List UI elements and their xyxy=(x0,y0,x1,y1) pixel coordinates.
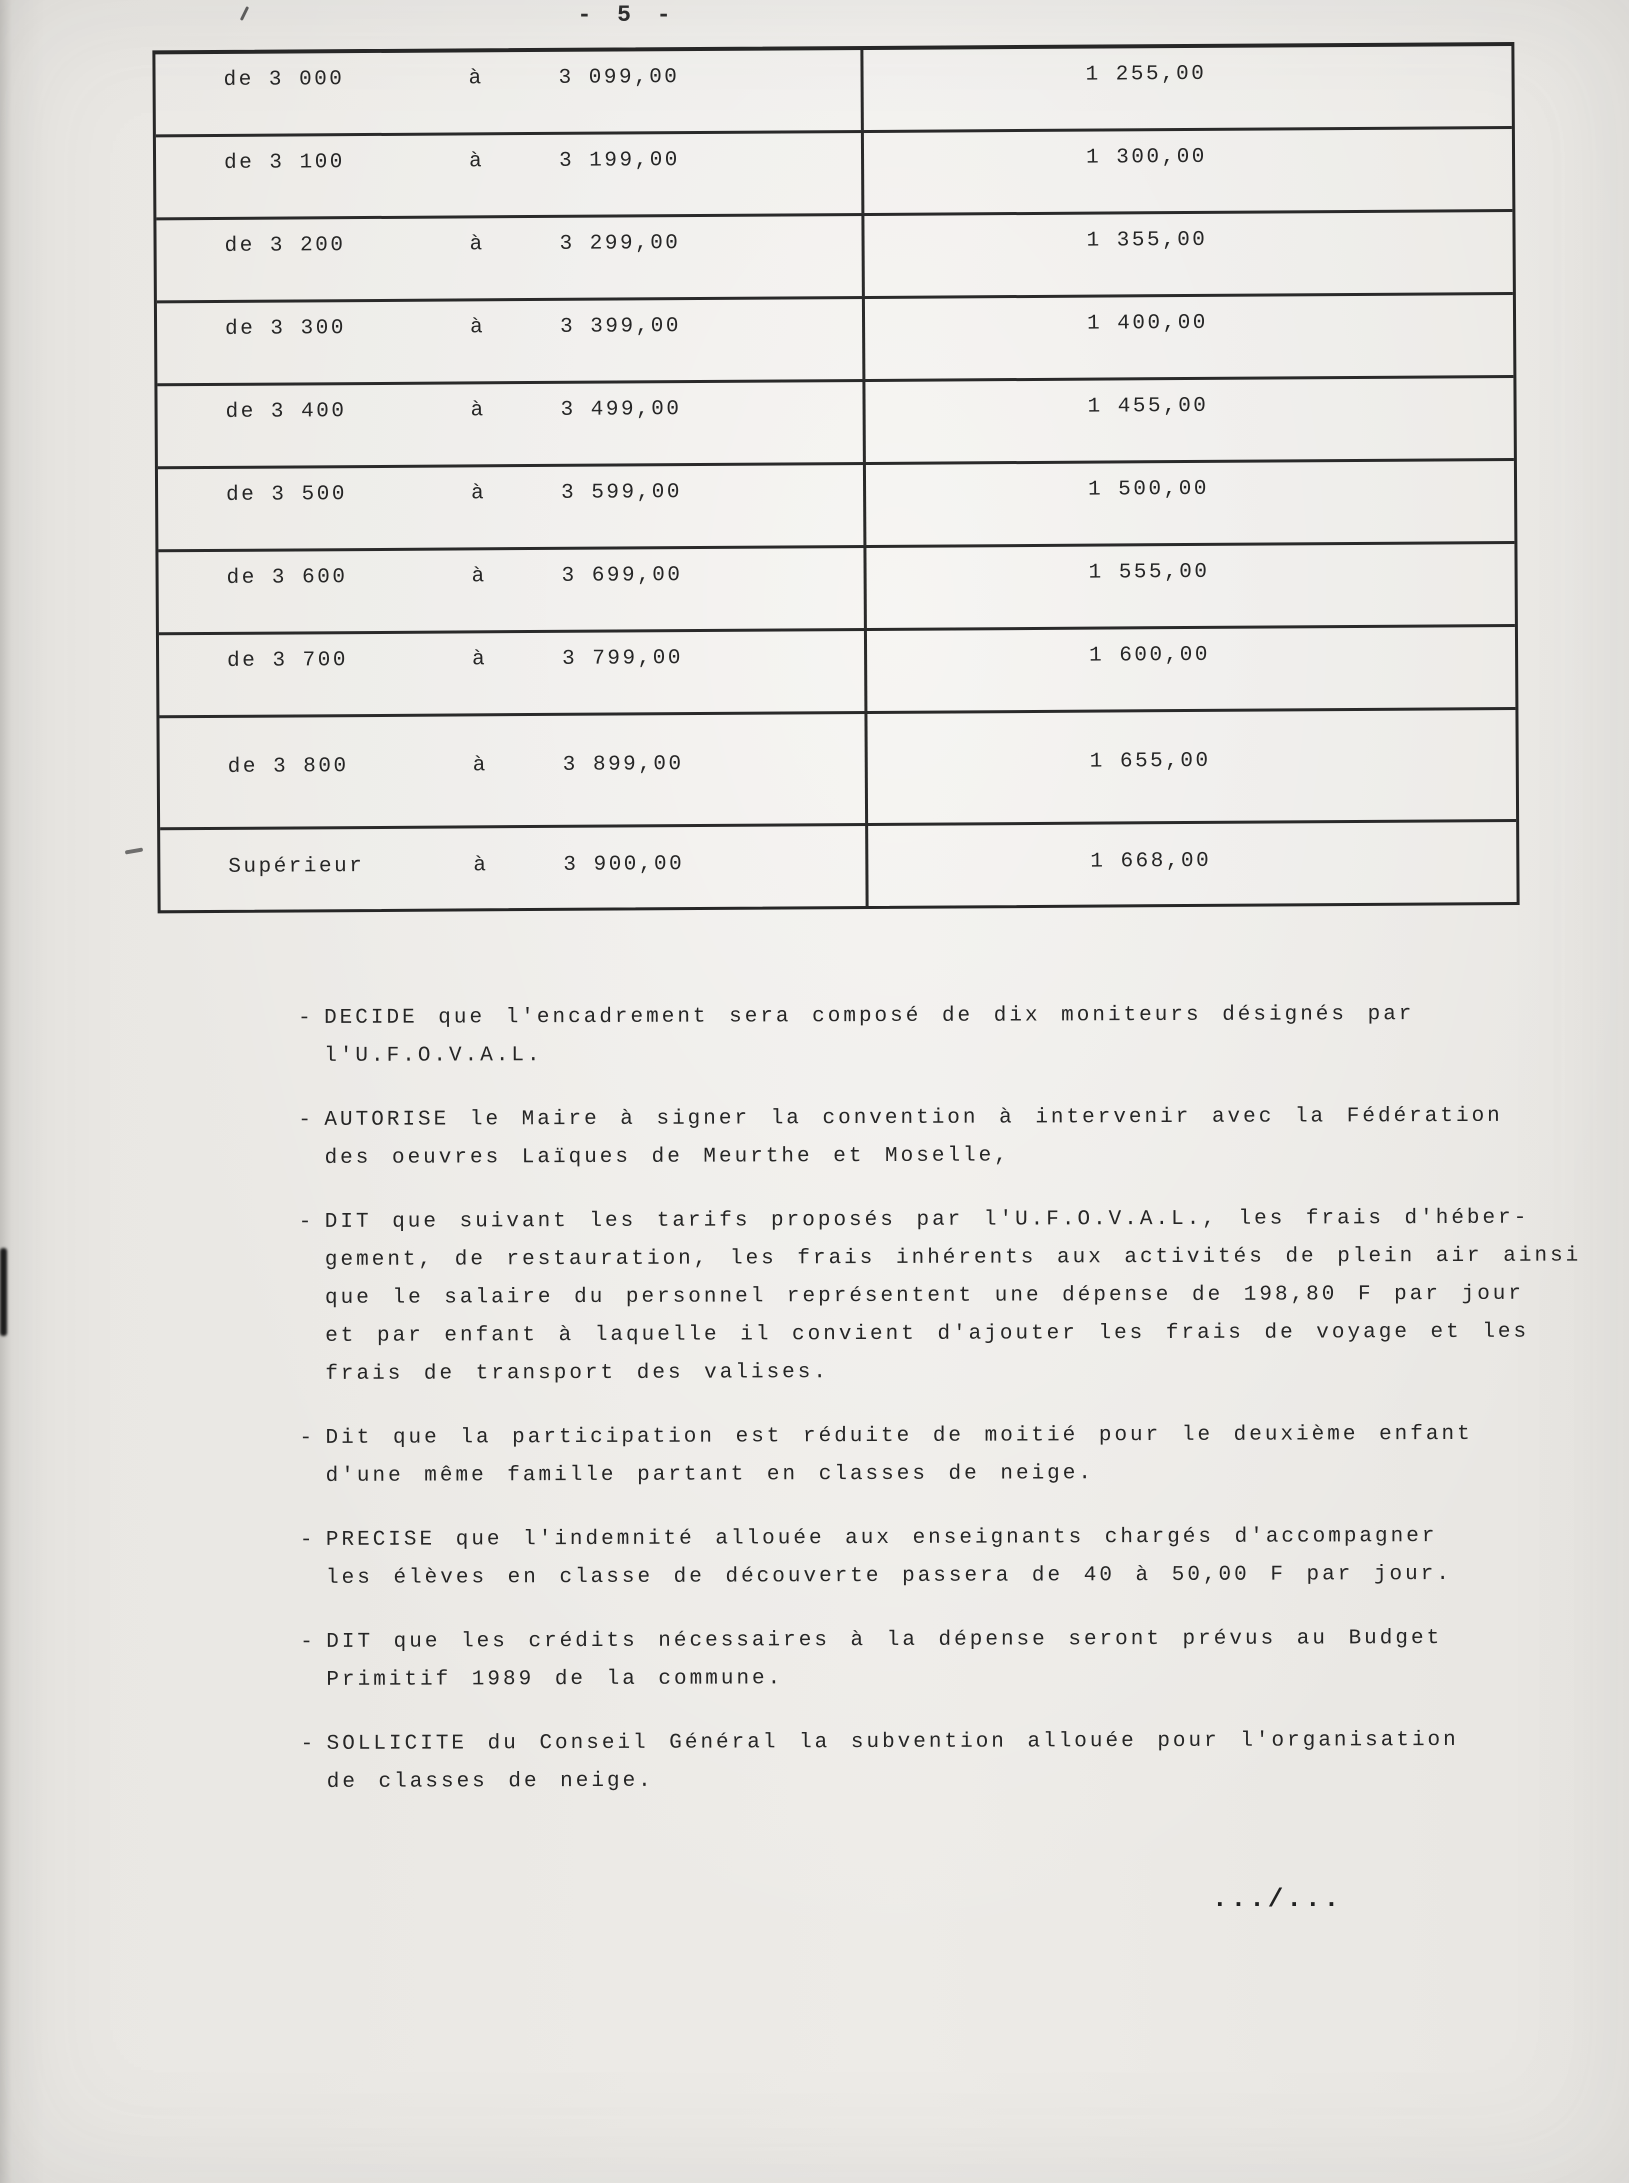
range-upper-value: 3 599,00 xyxy=(561,481,682,505)
range-to-word: à xyxy=(470,316,486,340)
range-from-label: de 3 700 xyxy=(227,649,349,673)
range-from-label: de 3 000 xyxy=(223,68,345,92)
table-row xyxy=(156,212,1512,303)
range-upper-value: 3 099,00 xyxy=(558,66,680,90)
tariff-table xyxy=(152,42,1519,913)
paragraph-line: Primitif 1989 de la commune. xyxy=(326,1667,784,1692)
paragraph-line: DIT que suivant les tarifs proposés par l'U.F.O.V.A.L., les frais d'héber- xyxy=(324,1206,1530,1234)
amount-value: 1 455,00 xyxy=(1087,394,1209,419)
paragraph-line: PRECISE que l'indemnité allouée aux enseignants chargés d'accompagner xyxy=(325,1525,1438,1552)
paragraph-lines xyxy=(325,1416,1579,1496)
income-range-cell xyxy=(156,216,864,300)
list-dash: - xyxy=(300,1732,317,1756)
paragraph-line: les élèves en classe de découverte passera de 40 à 50,00 F par jour. xyxy=(325,1562,1453,1590)
range-to-word: à xyxy=(471,565,487,589)
amount-value: 1 555,00 xyxy=(1088,560,1210,585)
paragraph-line: d'une même famille partant en classes de neige. xyxy=(325,1462,1094,1488)
paragraph-line: de classes de neige. xyxy=(326,1769,654,1794)
list-dash: - xyxy=(299,1528,316,1552)
decision-paragraph xyxy=(298,996,1578,1076)
paragraph-line: DECIDE que l'encadrement sera composé de dix moniteurs désignés par xyxy=(324,1003,1415,1030)
paragraph-line: AUTORISE le Maire à signer la convention à intervenir avec la Fédération xyxy=(324,1104,1503,1132)
income-range-cell xyxy=(156,133,864,217)
income-range-cell xyxy=(158,465,866,549)
paragraph-line: et par enfant à laquelle il convient d'ajouter les frais de voyage et les xyxy=(325,1320,1530,1348)
scan-artifact-smudge xyxy=(0,1248,7,1336)
range-from-label: de 3 200 xyxy=(224,234,346,258)
amount-cell xyxy=(867,627,1515,711)
list-dash: - xyxy=(300,1630,316,1654)
paragraph-lines xyxy=(324,1098,1578,1178)
table-row xyxy=(155,46,1511,137)
list-dash: - xyxy=(298,1006,314,1030)
paragraph-line: des oeuvres Laïques de Meurthe et Moselle, xyxy=(324,1144,1010,1170)
paragraph-lines xyxy=(327,1722,1581,1802)
scan-artifact-dash xyxy=(125,847,143,854)
amount-cell xyxy=(866,544,1514,628)
range-from-label: de 3 300 xyxy=(225,317,346,341)
range-upper-value: 3 699,00 xyxy=(561,564,683,588)
income-range-cell xyxy=(159,714,868,827)
paragraph-line: DIT que les crédits nécessaires à la dépense seront prévus au Budget xyxy=(326,1627,1443,1654)
decision-paragraphs xyxy=(298,996,1581,1828)
amount-cell xyxy=(865,378,1513,462)
page-number: - 5 - xyxy=(577,2,677,28)
range-upper-value: 3 199,00 xyxy=(558,149,680,173)
range-to-word: à xyxy=(472,754,488,778)
paragraph-line: gement, de restauration, les frais inhérents aux activités de plein air ainsi xyxy=(324,1244,1582,1272)
amount-cell xyxy=(868,822,1516,906)
range-from-label: de 3 100 xyxy=(223,151,345,175)
income-range-cell xyxy=(157,299,865,383)
paragraph-line: Dit que la participation est réduite de moitié pour le deuxième enfant xyxy=(325,1422,1473,1450)
range-upper-value: 3 799,00 xyxy=(562,647,683,671)
paragraph-line: SOLLICITE du Conseil Général la subvention allouée pour l'organisation xyxy=(326,1728,1459,1756)
table-row xyxy=(158,544,1514,635)
range-from-label: de 3 500 xyxy=(226,483,347,507)
continuation-mark: .../... xyxy=(1212,1884,1343,1914)
table-row xyxy=(157,295,1513,386)
table-row xyxy=(160,822,1516,910)
range-from-label: de 3 600 xyxy=(226,566,348,590)
paragraph-lines xyxy=(326,1620,1580,1700)
scan-artifact-tick xyxy=(240,6,249,21)
range-upper-value: 3 899,00 xyxy=(562,753,684,777)
table-row xyxy=(158,461,1514,552)
range-to-word: à xyxy=(473,854,489,878)
income-range-cell xyxy=(158,548,866,632)
amount-cell xyxy=(867,710,1516,823)
decision-paragraph xyxy=(299,1200,1580,1394)
decision-paragraph xyxy=(300,1518,1580,1598)
decision-paragraph xyxy=(300,1620,1580,1700)
amount-value: 1 400,00 xyxy=(1086,311,1208,336)
amount-value: 1 255,00 xyxy=(1085,62,1207,87)
range-to-word: à xyxy=(472,648,488,672)
paragraph-line: frais de transport des valises. xyxy=(325,1361,830,1386)
range-upper-value: 3 499,00 xyxy=(560,398,682,422)
decision-paragraph xyxy=(299,1416,1579,1496)
amount-cell xyxy=(866,461,1514,545)
amount-cell xyxy=(864,129,1512,213)
range-to-word: à xyxy=(469,233,485,257)
range-upper-value: 3 399,00 xyxy=(560,315,681,339)
income-range-cell xyxy=(157,382,865,466)
amount-cell xyxy=(863,46,1511,130)
range-from-label: Supérieur xyxy=(228,855,365,879)
paragraph-lines xyxy=(326,1518,1580,1598)
list-dash: - xyxy=(298,1108,315,1132)
paragraph-line: l'U.F.O.V.A.L. xyxy=(324,1044,543,1068)
amount-cell xyxy=(864,212,1512,296)
paragraph-line: que le salaire du personnel représentent une dépense de 198,80 F par jour xyxy=(325,1282,1525,1310)
amount-cell xyxy=(865,295,1513,379)
amount-value: 1 600,00 xyxy=(1089,643,1210,668)
range-to-word: à xyxy=(471,482,487,506)
income-range-cell xyxy=(155,50,863,134)
range-from-label: de 3 400 xyxy=(225,400,347,424)
table-row xyxy=(157,378,1513,469)
range-from-label: de 3 800 xyxy=(227,755,349,779)
amount-value: 1 655,00 xyxy=(1089,749,1211,774)
range-to-word: à xyxy=(468,67,484,91)
range-to-word: à xyxy=(468,150,485,174)
list-dash: - xyxy=(298,1210,315,1234)
amount-value: 1 500,00 xyxy=(1088,477,1209,502)
paragraph-lines xyxy=(324,996,1578,1076)
list-dash: - xyxy=(299,1426,316,1450)
amount-value: 1 300,00 xyxy=(1085,145,1207,170)
amount-value: 1 668,00 xyxy=(1090,849,1212,874)
range-to-word: à xyxy=(470,399,486,423)
amount-value: 1 355,00 xyxy=(1086,228,1208,253)
paragraph-lines xyxy=(325,1200,1582,1394)
table-row xyxy=(159,710,1516,830)
income-range-cell xyxy=(160,826,868,910)
table-row xyxy=(156,129,1512,220)
decision-paragraph xyxy=(298,1098,1578,1178)
decision-paragraph xyxy=(301,1722,1581,1802)
income-range-cell xyxy=(159,631,867,715)
range-upper-value: 3 900,00 xyxy=(563,853,685,877)
table-row xyxy=(159,627,1515,718)
range-upper-value: 3 299,00 xyxy=(559,232,681,256)
